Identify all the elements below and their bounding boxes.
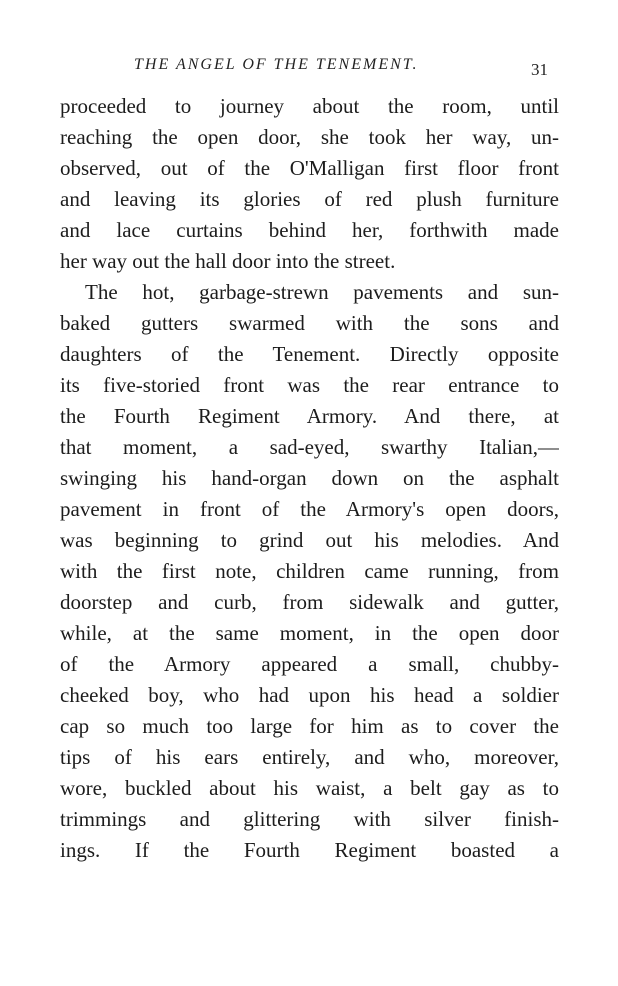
text-line: daughters of the Tenement. Directly opposite [60, 342, 559, 366]
text-line: tips of his ears entirely, and who, moreover, [60, 745, 559, 769]
text-line: and leaving its glories of red plush furniture [60, 187, 559, 211]
text-line: The hot, garbage-strewn pavements and sun- [85, 280, 559, 304]
text-line: baked gutters swarmed with the sons and [60, 311, 559, 335]
page-number: 31 [531, 60, 548, 79]
running-head-title: THE ANGEL OF THE TENEMENT. [134, 56, 419, 73]
body-text [60, 91, 559, 866]
text-line: was beginning to grind out his melodies. And [60, 528, 559, 552]
text-line: swinging his hand-organ down on the asphalt [60, 466, 559, 490]
text-line: the Fourth Regiment Armory. And there, at [60, 404, 559, 428]
text-line: ings. If the Fourth Regiment boasted a [60, 838, 559, 862]
text-line: of the Armory appeared a small, chubby- [60, 652, 559, 676]
text-line: while, at the same moment, in the open door [60, 621, 559, 645]
text-line: cheeked boy, who had upon his head a soldier [60, 683, 559, 707]
text-line: reaching the open door, she took her way, un- [60, 125, 559, 149]
text-line: its five-storied front was the rear entrance to [60, 373, 559, 397]
text-line: cap so much too large for him as to cover the [60, 714, 559, 738]
text-line: observed, out of the O'Malligan first floor front [60, 156, 559, 180]
text-line: with the first note, children came running, from [60, 559, 559, 583]
text-line: pavement in front of the Armory's open doors, [60, 497, 559, 521]
text-line: and lace curtains behind her, forthwith made [60, 218, 559, 242]
text-line: trimmings and glittering with silver finish- [60, 807, 559, 831]
text-line: wore, buckled about his waist, a belt gay as to [60, 776, 559, 800]
text-line: her way out the hall door into the street. [60, 249, 396, 273]
text-line: that moment, a sad-eyed, swarthy Italian,— [60, 435, 559, 459]
text-line: proceeded to journey about the room, until [60, 94, 559, 118]
text-line: doorstep and curb, from sidewalk and gutter, [60, 590, 559, 614]
